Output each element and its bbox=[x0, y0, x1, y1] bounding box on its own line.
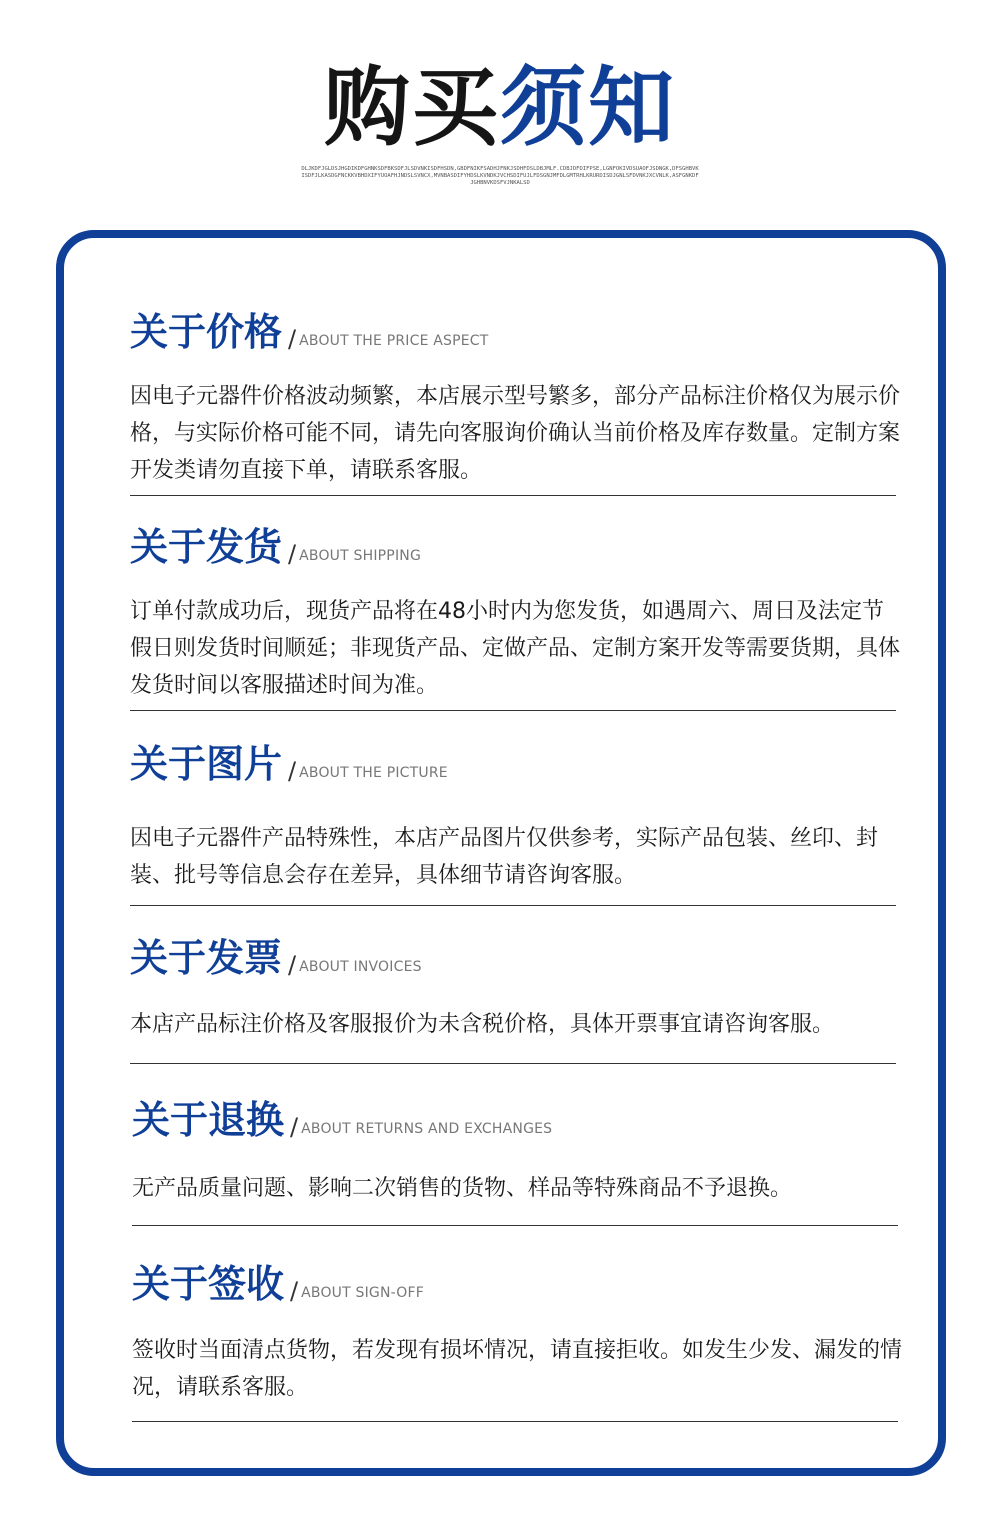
section-body: 签收时当面清点货物，若发现有损坏情况，请直接拒收。如发生少发、漏发的情况，请联系客服。 bbox=[132, 1338, 903, 1400]
section-title: 关于图片 bbox=[130, 742, 283, 786]
section-body: 本店产品标注价格及客服报价为未含税价格，具体开票事宜请咨询客服。 bbox=[130, 1012, 835, 1037]
section-price bbox=[130, 306, 900, 489]
section-body: 无产品质量问题、影响二次销售的货物、样品等特殊商品不予退换。 bbox=[132, 1176, 793, 1201]
section-body: 订单付款成功后，现货产品将在48小时内为您发货，如遇周六、周日及法定节假日则发货时间顺延；非现货产品、定做产品、定制方案开发等需要货期，具体发货时间以客服描述时间为准。 bbox=[130, 599, 901, 698]
section-title: 关于签收 bbox=[132, 1262, 285, 1306]
section-slash: / bbox=[288, 325, 297, 353]
section-slash: / bbox=[290, 1277, 299, 1305]
section-subtitle: ABOUT THE PICTURE bbox=[299, 765, 448, 781]
section-slash: / bbox=[288, 757, 297, 785]
section-heading bbox=[130, 521, 900, 571]
divider bbox=[130, 710, 896, 711]
section-shipping bbox=[130, 521, 900, 704]
section-body: 因电子元器件价格波动频繁，本店展示型号繁多，部分产品标注价格仅为展示价格，与实际价格可能不同，请先向客服询价确认当前价格及库存数量。定制方案开发类请勿直接下单，请联系客服。 bbox=[130, 384, 901, 483]
section-title: 关于发票 bbox=[130, 936, 283, 980]
section-title: 关于发货 bbox=[130, 525, 283, 569]
section-subtitle: ABOUT SHIPPING bbox=[299, 548, 421, 564]
section-slash: / bbox=[288, 540, 297, 568]
section-signoff bbox=[132, 1258, 902, 1406]
section-picture bbox=[130, 738, 900, 894]
section-returns bbox=[132, 1094, 902, 1207]
section-heading bbox=[132, 1094, 902, 1144]
divider bbox=[130, 1063, 896, 1064]
section-heading bbox=[130, 306, 900, 356]
section-body: 因电子元器件产品特殊性，本店产品图片仅供参考，实际产品包装、丝印、封装、批号等信息会存在差异，具体细节请咨询客服。 bbox=[130, 826, 879, 888]
section-slash: / bbox=[288, 951, 297, 979]
section-title: 关于退换 bbox=[132, 1098, 285, 1142]
page-title-dark: 购买 bbox=[324, 58, 500, 158]
section-subtitle: ABOUT RETURNS AND EXCHANGES bbox=[301, 1121, 553, 1137]
section-invoices bbox=[130, 932, 900, 1043]
section-heading bbox=[132, 1258, 902, 1308]
page-title bbox=[0, 58, 1000, 158]
divider bbox=[132, 1225, 898, 1226]
page-title-blue: 须知 bbox=[500, 58, 676, 158]
section-heading bbox=[130, 932, 900, 982]
section-subtitle: ABOUT THE PRICE ASPECT bbox=[299, 333, 489, 349]
section-heading bbox=[130, 738, 900, 788]
section-subtitle: ABOUT INVOICES bbox=[299, 959, 422, 975]
section-title: 关于价格 bbox=[130, 310, 283, 354]
decorative-subtitle: DLJKDFJGLDSJHGDIKDFGHNKSDFBKSDFJLSDVNKISDFHSDN,GBDFNIKFSADHJFNKJSDHFDSLDBJMLF.CDBJDFDIFPSE,LGNFOKIVDSUAOFJSDNGK,DFSGHBVKISDFJLKASDGFNCKKVBHDXIFYUOAFHJNDSLSVNCX,MVNBASDIFYHDSLKVNDKJVCHSDIFUJLFDSGNJMFDLGMTRHLKRURDISDJGNLSFDVNKJXCVNLK,ASFGNKDFJGHBNVKDSFVJNKALSD bbox=[301, 166, 699, 186]
notice-card bbox=[56, 230, 946, 1476]
divider bbox=[132, 1421, 898, 1422]
section-subtitle: ABOUT SIGN-OFF bbox=[301, 1285, 425, 1301]
section-slash: / bbox=[290, 1113, 299, 1141]
divider bbox=[130, 905, 896, 906]
divider bbox=[130, 495, 896, 496]
